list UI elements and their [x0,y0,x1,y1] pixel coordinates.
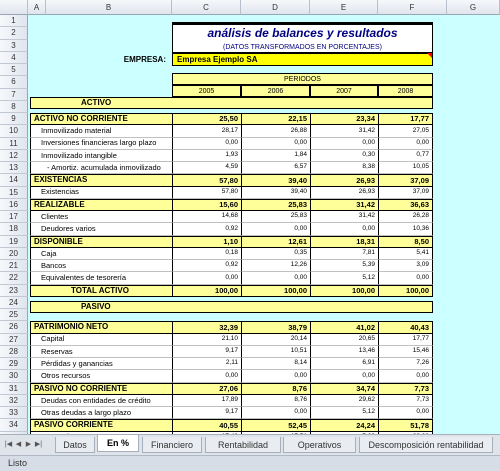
column-header-e[interactable]: E [310,0,378,15]
row-header[interactable]: 9 [0,113,28,125]
value-cell[interactable]: 0,00 [241,223,310,235]
row-header[interactable]: 12 [0,150,28,162]
value-cell[interactable]: 26,88 [241,125,310,137]
row-header[interactable]: 21 [0,260,28,272]
value-cell[interactable]: 12,61 [241,236,310,248]
value-cell[interactable]: 37,09 [378,187,433,199]
section-label: PASIVO CORRIENTE [30,419,172,431]
value-cell[interactable]: 24,24 [310,419,378,431]
sheet-tab-bar [0,434,500,455]
next-sheet-icon[interactable]: ▶ [25,441,32,448]
value-cell[interactable]: 27,05 [378,125,433,137]
value-cell[interactable]: 31,42 [310,211,378,223]
comment-indicator-icon [427,53,432,58]
total-label: TOTAL ACTIVO [30,285,172,297]
status-text: Listo [8,458,28,468]
prev-sheet-icon[interactable]: ◀ [15,441,22,448]
value-cell[interactable]: 0,00 [378,370,433,382]
last-sheet-icon[interactable]: ▶| [34,441,43,448]
sheet-tab-en-[interactable]: En % [97,435,139,452]
item-label: Existencias [30,187,172,199]
empresa-value[interactable]: Empresa Ejemplo SA [172,53,433,66]
value-cell[interactable]: 0,00 [378,407,433,419]
value-cell[interactable]: 26,93 [310,187,378,199]
section-label: EXISTENCIAS [30,174,172,186]
value-cell[interactable]: 0,00 [241,272,310,284]
value-cell[interactable]: 10,36 [378,223,433,235]
value-cell[interactable]: 0,00 [310,370,378,382]
section-label: ACTIVO NO CORRIENTE [30,113,172,125]
row-header[interactable]: 5 [0,64,28,76]
row-header[interactable]: 22 [0,272,28,284]
row-header[interactable]: 27 [0,334,28,346]
section-label: PASIVO NO CORRIENTE [30,383,172,395]
value-cell[interactable]: 1,10 [172,236,241,248]
sheet-tab-descomposición-rentabilidad[interactable]: Descomposición rentabilidad [359,437,493,453]
year-header: 2005 [172,85,241,97]
value-cell[interactable]: 5,12 [310,407,378,419]
value-cell[interactable]: 5,41 [378,248,433,260]
row-header[interactable]: 3 [0,40,28,52]
value-cell[interactable]: 1,93 [172,150,241,162]
row-header[interactable]: 19 [0,236,28,248]
row-header[interactable]: 15 [0,187,28,199]
item-label: Reservas [30,346,172,358]
value-cell[interactable]: 0,92 [172,223,241,235]
row-header[interactable]: 23 [0,285,28,297]
value-cell[interactable]: 37,09 [378,174,433,186]
row-header[interactable]: 16 [0,199,28,211]
value-cell[interactable]: 0,77 [378,150,433,162]
value-cell[interactable]: 0,00 [172,370,241,382]
column-header-a[interactable]: A [28,0,46,15]
value-cell[interactable]: 0,35 [241,248,310,260]
item-label: Equivalentes de tesorería [30,272,172,284]
column-header-b[interactable]: B [46,0,172,15]
value-cell[interactable]: 10,05 [378,162,433,174]
value-cell[interactable]: 21,10 [172,334,241,346]
value-cell[interactable]: 28,17 [172,125,241,137]
value-cell[interactable]: 100,00 [378,285,433,297]
value-cell[interactable]: 38,79 [241,321,310,333]
year-header: 2006 [241,85,310,97]
value-cell[interactable]: 39,40 [241,187,310,199]
value-cell[interactable]: 31,42 [310,125,378,137]
value-cell[interactable]: 7,81 [310,248,378,260]
value-cell[interactable]: 26,28 [378,211,433,223]
value-cell[interactable]: 26,93 [310,174,378,186]
sheet-tab-datos[interactable]: Datos [55,437,95,453]
value-cell[interactable]: 31,42 [310,199,378,211]
value-cell[interactable]: 7,26 [378,358,433,370]
value-cell[interactable]: 36,63 [378,199,433,211]
item-label: Deudas con entidades de crédito [30,395,172,407]
row-header[interactable]: 7 [0,89,28,101]
row-header[interactable]: 25 [0,309,28,321]
value-cell[interactable]: 29,62 [310,395,378,407]
row-header[interactable]: 11 [0,138,28,150]
column-header-f[interactable]: F [378,0,447,15]
periodos-header: PERIODOS [172,73,433,85]
value-cell[interactable]: 0,18 [172,248,241,260]
value-cell[interactable]: 52,45 [241,419,310,431]
item-label: Capital [30,334,172,346]
value-cell[interactable]: 12,26 [241,260,310,272]
item-label: Caja [30,248,172,260]
row-header[interactable]: 32 [0,395,28,407]
value-cell[interactable]: 25,83 [241,199,310,211]
value-cell[interactable]: 2,11 [172,358,241,370]
row-header[interactable]: 29 [0,358,28,370]
row-header[interactable]: 10 [0,125,28,137]
value-cell[interactable]: 0,00 [172,272,241,284]
value-cell[interactable]: 41,02 [310,321,378,333]
row-header[interactable]: 6 [0,76,28,88]
row-header[interactable]: 17 [0,211,28,223]
item-label: Clientes [30,211,172,223]
item-label: - Amortiz. acumulada inmovilizado [30,162,172,174]
sheet-grid[interactable] [28,15,500,434]
sheet-tab-operativos[interactable]: Operativos [283,437,356,453]
item-label: Inmovilizado intangible [30,150,172,162]
row-header[interactable]: 31 [0,383,28,395]
value-cell[interactable]: 25,83 [241,211,310,223]
value-cell[interactable]: 22,15 [241,113,310,125]
column-header-d[interactable]: D [241,0,310,15]
value-cell[interactable]: 13,46 [310,346,378,358]
value-cell[interactable]: 32,39 [172,321,241,333]
row-header[interactable]: 24 [0,297,28,309]
value-cell[interactable]: 57,80 [172,174,241,186]
row-header[interactable]: 28 [0,346,28,358]
value-cell[interactable]: 17,77 [378,334,433,346]
value-cell[interactable]: 100,00 [241,285,310,297]
row-header[interactable]: 8 [0,101,28,113]
empresa-label: EMPRESA: [123,55,166,64]
item-label: Otros recursos [30,370,172,382]
value-cell[interactable]: 0,00 [172,138,241,150]
value-cell[interactable]: 6,91 [310,358,378,370]
value-cell[interactable]: 8,76 [241,395,310,407]
section-label: DISPONIBLE [30,236,172,248]
value-cell[interactable]: 0,00 [378,138,433,150]
value-cell[interactable]: 100,00 [310,285,378,297]
value-cell[interactable]: 0,00 [241,370,310,382]
activo-header: ACTIVO [30,97,433,109]
value-cell[interactable]: 6,57 [241,162,310,174]
pasivo-header: PASIVO [30,301,433,313]
value-cell[interactable]: 8,38 [310,162,378,174]
value-cell[interactable]: 20,14 [241,334,310,346]
value-cell[interactable]: 15,46 [378,346,433,358]
value-cell[interactable]: 9,17 [172,407,241,419]
status-bar [0,455,500,471]
value-cell[interactable]: 0,30 [310,150,378,162]
row-header[interactable]: 2 [0,27,28,39]
value-cell[interactable]: 39,40 [241,174,310,186]
row-header[interactable]: 14 [0,174,28,186]
value-cell[interactable]: 15,60 [172,199,241,211]
value-cell[interactable]: 5,39 [310,260,378,272]
value-cell[interactable]: 100,00 [172,285,241,297]
value-cell[interactable]: 0,00 [241,407,310,419]
value-cell[interactable]: 17,77 [378,113,433,125]
value-cell[interactable]: 40,55 [172,419,241,431]
year-header: 2008 [378,85,433,97]
section-label: PATRIMONIO NETO [30,321,172,333]
item-label: Bancos [30,260,172,272]
value-cell[interactable]: 23,34 [310,113,378,125]
year-header: 2007 [310,85,378,97]
row-header[interactable]: 13 [0,162,28,174]
select-all-corner[interactable] [0,0,28,15]
item-label: Otras deudas a largo plazo [30,407,172,419]
value-cell[interactable]: 27,06 [172,383,241,395]
row-header[interactable]: 20 [0,248,28,260]
value-cell[interactable]: 1,84 [241,150,310,162]
item-label: Pérdidas y ganancias [30,358,172,370]
sheet-tab-rentabilidad[interactable]: Rentabilidad [205,437,281,453]
sheet-tab-financiero[interactable]: Financiero [142,437,202,453]
value-cell[interactable]: 8,76 [241,383,310,395]
column-header-c[interactable]: C [172,0,241,15]
row-header[interactable]: 30 [0,370,28,382]
value-cell[interactable]: 10,51 [241,346,310,358]
value-cell[interactable]: 3,09 [378,260,433,272]
value-cell[interactable]: 5,12 [310,272,378,284]
section-label: REALIZABLE [30,199,172,211]
value-cell[interactable]: 18,31 [310,236,378,248]
value-cell[interactable]: 7,73 [378,383,433,395]
value-cell[interactable]: 0,00 [378,272,433,284]
row-header[interactable]: 33 [0,407,28,419]
page-title: análisis de balances y resultados [207,26,398,40]
value-cell[interactable]: 4,59 [172,162,241,174]
value-cell[interactable]: 51,78 [378,419,433,431]
value-cell[interactable]: 0,00 [310,223,378,235]
value-cell[interactable]: 17,89 [172,395,241,407]
value-cell[interactable]: 25,50 [172,113,241,125]
value-cell[interactable]: 40,43 [378,321,433,333]
page-subtitle: (DATOS TRANSFORMADOS EN PORCENTAJES) [172,43,433,53]
row-header[interactable]: 4 [0,52,28,64]
value-cell[interactable]: 8,14 [241,358,310,370]
value-cell[interactable]: 0,00 [241,138,310,150]
value-cell[interactable]: 20,65 [310,334,378,346]
value-cell[interactable]: 57,80 [172,187,241,199]
item-label: Inversiones financieras largo plazo [30,138,172,150]
value-cell[interactable]: 9,17 [172,346,241,358]
value-cell[interactable]: 7,73 [378,395,433,407]
column-header-g[interactable]: G [447,0,500,15]
first-sheet-icon[interactable]: |◀ [4,441,13,448]
row-header[interactable]: 1 [0,15,28,27]
row-header[interactable]: 18 [0,223,28,235]
row-header[interactable]: 26 [0,321,28,333]
item-label: Inmovilizado material [30,125,172,137]
value-cell[interactable]: 34,74 [310,383,378,395]
item-label: Deudores varios [30,223,172,235]
row-header[interactable]: 34 [0,419,28,431]
value-cell[interactable]: 0,00 [310,138,378,150]
value-cell[interactable]: 0,92 [172,260,241,272]
value-cell[interactable]: 8,50 [378,236,433,248]
value-cell[interactable]: 14,68 [172,211,241,223]
